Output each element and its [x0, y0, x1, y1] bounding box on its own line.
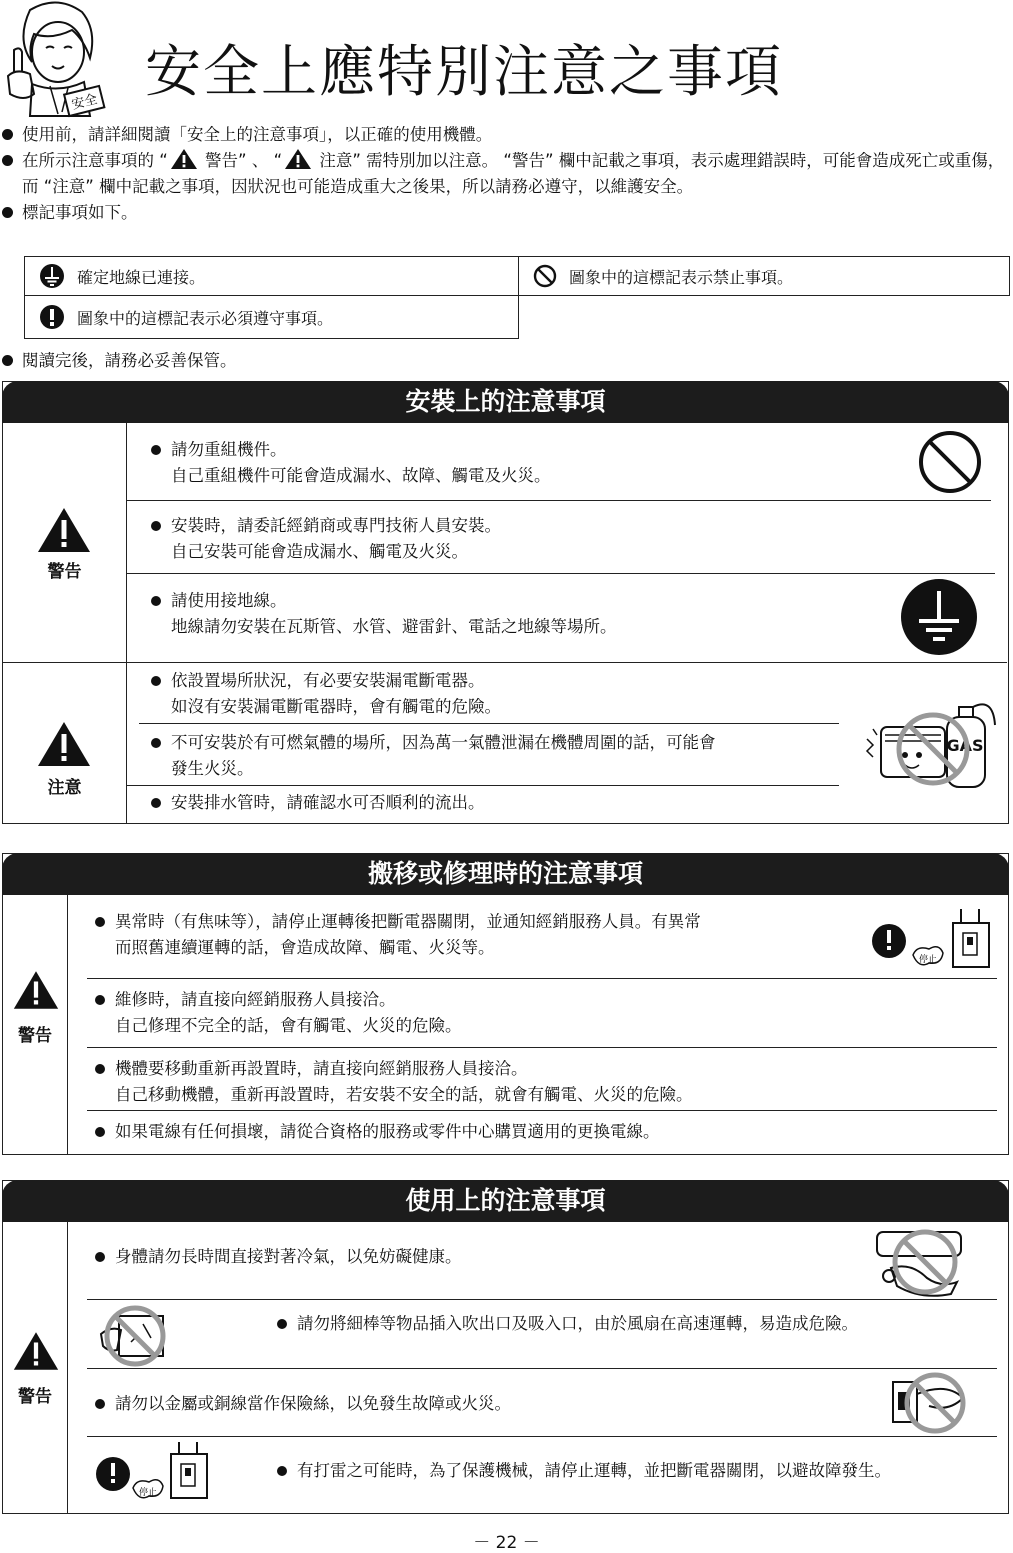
- item-text: 自己重組機件可能會造成漏水、故障、觸電及火災。: [171, 466, 551, 485]
- prohibit-icon: [917, 429, 983, 495]
- legend-ground-text: 確定地線已連接。: [77, 267, 206, 287]
- item-text: 安裝時，請委託經銷商或專門技術人員安裝。: [171, 516, 501, 535]
- mandatory-icon: [39, 304, 65, 330]
- warning-triangle-icon: [13, 969, 59, 1011]
- item-text: 機體要移動重新再設置時，請直接向經銷服務人員接洽。: [115, 1059, 528, 1078]
- legend-mandatory-text: 圖象中的這標記表示必須遵守事項。: [77, 308, 334, 328]
- item-text: 請勿將細棒等物品插入吹出口及吸入口，由於風扇在高速運轉，易造成危險。: [297, 1314, 858, 1333]
- install-caution-item: [171, 668, 501, 720]
- install-warning-side: [3, 423, 127, 663]
- page-title: 安全上應特別注意之事項: [145, 40, 783, 105]
- usage-warning-side: [3, 1222, 68, 1513]
- item-text: 如沒有安裝漏電斷電器時，會有觸電的危險。: [171, 697, 501, 716]
- warning-triangle-icon: [170, 148, 198, 170]
- usage-warning-item: [115, 1244, 462, 1270]
- divider: [127, 573, 995, 574]
- install-caution-label: 注意: [47, 778, 82, 798]
- intro-item: [0, 148, 1013, 200]
- intro-text-1: 使用前，請詳細閱讀「安全上的注意事項」，以正確的使用機體。: [22, 125, 493, 144]
- item-text: 依設置場所狀況，有必要安裝漏電斷電器。: [171, 671, 485, 690]
- moving-warning-group: [3, 895, 1007, 1154]
- intro-text-2c: 注意” 需特別加以注意。 “警告” 欄中記載之事項，表示處理錯誤時，可能會造成死亡或重傷，而 “注意” 欄中記載之事項，因狀況也可能造成重大之後果，所以請務必遵守，以維護安全。: [22, 151, 1005, 196]
- item-text: 異常時（有焦味等），請停止運轉後把斷電器關閉，並通知經銷服務人員。有異常: [115, 912, 701, 931]
- item-text: 身體請勿長時間直接對著冷氣，以免妨礙健康。: [115, 1247, 462, 1266]
- item-text: 不可安裝於有可燃氣體的場所，因為萬一氣體泄漏在機體周圍的話，可能會: [171, 733, 716, 752]
- divider: [87, 1299, 997, 1300]
- item-text: 而照舊連續運轉的話，會造成故障、觸電、火災等。: [115, 938, 495, 957]
- warning-triangle-icon: [284, 148, 312, 170]
- install-warning-item: [171, 588, 617, 640]
- item-text: 自己安裝可能會造成漏水、觸電及火災。: [171, 542, 468, 561]
- mascot-icon: [2, 0, 112, 118]
- intro-footer: [0, 348, 1013, 374]
- divider: [127, 500, 991, 501]
- moving-warning-item: [115, 1119, 660, 1145]
- divider: [87, 1436, 997, 1437]
- intro-item: [0, 348, 1013, 374]
- moving-warning-item: [115, 987, 462, 1039]
- gas-text: GAS: [946, 736, 984, 755]
- breaker-switch-icon: [887, 1370, 973, 1436]
- moving-header: 搬移或修理時的注意事項: [2, 853, 1009, 895]
- item-text: 自己修理不完全的話，會有觸電、火災的危險。: [115, 1016, 462, 1035]
- gas-cylinder-icon: [861, 699, 1001, 795]
- legend-ground: [24, 256, 519, 296]
- install-caution-side: [3, 663, 127, 823]
- install-warning-item: [171, 437, 551, 489]
- legend-table: [24, 256, 1010, 339]
- usage-warning-item: [115, 1391, 511, 1417]
- usage-header: 使用上的注意事項: [2, 1180, 1009, 1222]
- item-text: 請勿以金屬或銅線當作保險絲，以免發生故障或火災。: [115, 1394, 511, 1413]
- divider: [87, 978, 997, 979]
- prohibit-icon: [533, 264, 557, 288]
- legend-prohibit-text: 圖象中的這標記表示禁止事項。: [569, 267, 794, 287]
- intro-text-3: 標記事項如下。: [22, 203, 138, 222]
- item-text: 請勿重組機件。: [171, 440, 287, 459]
- moving-warning-item: [115, 1056, 693, 1108]
- item-text: 安裝排水管時，請確認水可否順利的流出。: [171, 793, 485, 812]
- install-header: 安裝上的注意事項: [2, 381, 1009, 423]
- intro-text-2b: 警告” 、 “: [199, 151, 283, 170]
- intro-item: [0, 122, 1013, 148]
- install-caution-item: [171, 730, 716, 782]
- fan-icon: [97, 1304, 173, 1368]
- intro-list: [0, 122, 1013, 226]
- legend-prohibit: [518, 256, 1010, 296]
- install-section: [2, 381, 1009, 824]
- install-warning-group: [3, 423, 1007, 663]
- usage-warning-item: [297, 1311, 858, 1337]
- stop-text: 停止: [918, 955, 938, 965]
- ground-icon: [39, 263, 65, 289]
- legend-mandatory: [24, 295, 519, 339]
- ground-icon: [899, 577, 979, 657]
- item-text: 如果電線有任何損壞，請從合資格的服務或零件中心購買適用的更換電線。: [115, 1122, 660, 1141]
- moving-warning-item: [115, 909, 701, 961]
- item-text: 有打雷之可能時，為了保護機械，請停止運轉，並把斷電器關閉，以避故障發生。: [297, 1461, 891, 1480]
- item-text: 維修時，請直接向經銷服務人員接洽。: [115, 990, 396, 1009]
- item-text: 請使用接地線。: [171, 591, 287, 610]
- item-text: 自己移動機體，重新再設置時，若安裝不安全的話，就會有觸電、火災的危險。: [115, 1085, 693, 1104]
- moving-warning-side: [3, 895, 68, 1154]
- warning-triangle-icon: [37, 507, 91, 553]
- item-text: 地線請勿安裝在瓦斯管、水管、避雷針、電話之地線等場所。: [171, 617, 617, 636]
- usage-section: [2, 1180, 1009, 1514]
- divider: [139, 723, 839, 724]
- page-number: － 22 －: [473, 1533, 540, 1553]
- intro-item: [0, 200, 1013, 226]
- install-warning-item: [171, 513, 501, 565]
- breaker-switch-icon: [869, 905, 999, 975]
- moving-section: [2, 853, 1009, 1155]
- install-caution-group: [3, 662, 1007, 823]
- install-warning-label: 警告: [47, 562, 82, 582]
- badge-text: 安全: [70, 92, 100, 113]
- warning-triangle-icon: [37, 721, 91, 767]
- usage-warning-group: [3, 1222, 1007, 1513]
- moving-warning-label: 警告: [18, 1026, 52, 1046]
- air-conditioner-icon: [871, 1224, 971, 1300]
- stop-text: 停止: [138, 1488, 158, 1498]
- breaker-switch-icon: [93, 1440, 223, 1504]
- usage-warning-item: [297, 1458, 891, 1484]
- divider: [87, 1047, 997, 1048]
- usage-warning-label: 警告: [18, 1387, 52, 1407]
- intro-text-4: 閱讀完後，請務必妥善保管。: [22, 351, 237, 370]
- divider: [127, 785, 839, 786]
- install-caution-item: [171, 790, 485, 816]
- intro-text-2a: 在所示注意事項的 “: [22, 151, 168, 170]
- warning-triangle-icon: [13, 1330, 59, 1372]
- divider: [87, 1110, 997, 1111]
- divider: [87, 1368, 997, 1369]
- item-text: 發生火災。: [171, 759, 254, 778]
